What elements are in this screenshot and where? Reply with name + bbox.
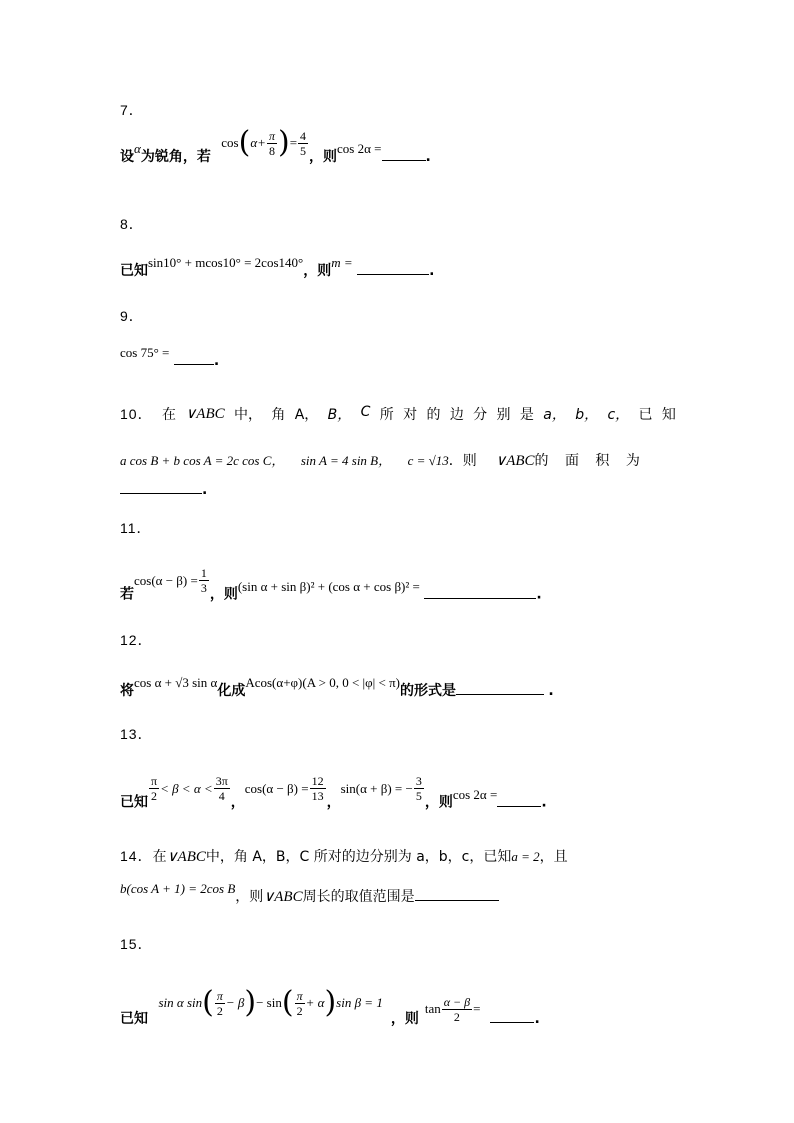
q15-tan: tan [424,1001,441,1016]
q11-answer-blank[interactable] [424,584,536,599]
q10-w2: 中， [233,407,262,423]
q15-then: ，则 [390,1011,419,1027]
q10-w13: 是 [519,407,534,423]
q15-minus-sin: − sin [256,995,282,1010]
q11-then: ，则 [209,586,238,603]
q13-comma2: ， [326,794,341,811]
q13-ineq: < β < α < [160,780,213,796]
q15-minus-beta: − β [225,995,245,1010]
q7-lparen: ( [238,125,251,160]
q12-expr: cos α + √3 sin α [134,675,218,690]
question-12-number: 12． [120,632,153,648]
q12-answer-blank[interactable] [456,680,544,695]
question-7 [120,125,431,172]
q10-w7: 所 [379,407,394,423]
q8-then: ，则 [303,263,332,279]
q15-pre: 已知 [120,1011,148,1027]
q15-rp1: ) [244,985,257,1020]
q10-num: 10． [120,406,153,422]
q10-w4: A， [294,407,319,423]
q13-target: cos 2α = [452,786,498,802]
q15-end: . [534,1011,540,1027]
q10-w6: C [360,404,371,420]
q7-answer-blank[interactable] [382,146,426,161]
q10-end: . [202,482,208,498]
q10-tri: ∨ABC [185,406,225,422]
q10-eq1: a cos B + b cos A = 2c cos C， [120,453,285,468]
q14-answer-blank[interactable] [415,890,499,901]
q10-w12: 别 [496,407,511,423]
question-10-line-2 [120,450,646,470]
q15-frac-pi2-a: $\frac{\pi}{2}$ [216,988,223,1018]
q10-w11: 分 [473,407,488,423]
question-14-line-2 [120,881,499,906]
q10-w15: b， [575,407,599,423]
q14-aeq: a = 2 [511,849,540,864]
q10-tri2: ∨ABC [495,453,535,469]
q10-w14: a， [543,407,566,423]
q10-w10: 边 [449,407,464,423]
q15-lp1: ( [202,985,214,1020]
q15-answer-blank[interactable] [490,1008,534,1023]
q7-target: cos 2α = [337,141,382,156]
q8-pre: 已知 [120,263,148,279]
q10-w9: 的 [426,407,441,423]
q10-w5: B， [327,407,352,423]
question-9 [120,345,220,369]
question-8 [120,255,435,280]
q10-then: ．则 [448,453,477,469]
q15-plus-alpha: + α [305,995,325,1010]
question-12 [120,675,554,700]
q10-w8: 对 [403,407,418,423]
q13-pre: 已知 [120,794,148,811]
q7-end: . [425,149,431,165]
q10-w16: c， [607,407,630,423]
q13-frac-pi2: $\frac{\pi}{2}$ [151,774,158,803]
question-11-number: 11． [120,520,152,536]
q11-expr: cos(α − β) = [134,572,198,588]
q8-expr: sin10° + mcos10° = 2cos140° [148,255,304,270]
q15-sinsin: sin α sin [158,995,203,1010]
q13-then: ，则 [424,794,453,811]
question-15 [120,985,540,1034]
q13-sin: sin(α + β) = − [340,780,413,796]
q7-eq: = [289,135,298,150]
q10-w0: 在 [161,407,176,423]
question-11 [120,566,542,609]
q8-answer-blank[interactable] [357,260,429,275]
q15-sinbeta: sin β = 1 [336,995,383,1010]
q7-inner: α+ [250,135,266,150]
question-9-number: 9． [120,308,144,324]
q11-target: (sin α + sin β)² + (cos α + cos β)² = [237,578,420,594]
q11-frac: $\frac{1}{3}$ [200,566,207,595]
q14-tri: ∨ABC [166,849,206,865]
q7-rparen: ) [277,125,290,160]
q13-answer-blank[interactable] [497,792,541,807]
q8-end: . [429,263,435,279]
question-7-number: 7． [120,102,144,118]
q13-frac-3pi4: $\frac{3\pi}{4}$ [215,774,228,803]
q15-lp2: ( [281,985,294,1020]
question-10-line-3 [120,482,207,498]
q14-expr: b(cos A + 1) = 2cos B [120,881,236,896]
q10-w18: 知 [661,407,676,423]
q7-pre: 设 [120,149,134,165]
q11-pre: 若 [120,586,134,603]
q13-frac-35: $\frac{3}{5}$ [415,774,422,803]
q13-frac-1213: $\frac{12}{13}$ [311,774,324,803]
q7-mid: 为锐角，若 [140,149,211,165]
q12-form: Acos(α+φ)(A > 0, 0 < |φ| < π) [245,675,400,690]
q7-alpha: α [134,141,141,156]
q12-post: 的形式是 [399,683,456,699]
q11-end: . [536,586,542,603]
q14-tri2: ∨ABC [263,889,303,905]
question-13 [120,774,547,817]
q10-w3: 角 [271,407,286,423]
question-14-line-1 [120,846,568,866]
q13-end: . [541,794,547,811]
q10-w17: 已 [638,407,653,423]
q14-pre: 在 [152,849,167,865]
q14-num: 14． [120,848,153,864]
q10-eq2: sin A = 4 sin B， [300,453,392,468]
q12-end: . [548,683,554,699]
q15-frac-ab2: $\frac{\alpha - \beta}{2}$ [443,994,471,1024]
q13-comma: ， [230,794,245,811]
q9-expr: cos 75° = [120,345,170,360]
q10-area: 的 面 积 为 [534,453,646,469]
q9-answer-blank[interactable] [174,350,214,365]
q15-frac-pi2-b: $\frac{\pi}{2}$ [296,988,303,1018]
q13-cos: cos(α − β) = [244,780,309,796]
q8-target: m = [331,255,353,270]
q15-rp2: ) [324,985,337,1020]
q10-answer-blank[interactable] [120,483,202,494]
q12-mid: 化成 [217,683,246,699]
q7-frac-pi8: $\frac{\pi}{8}$ [268,128,275,158]
q15-eq: = [473,1001,481,1016]
q10-eq3: c = √13 [407,453,449,468]
q14-mid: 中，角 A，B，C 所对的边分别为 a，b，c，已知 [205,849,512,865]
question-10-line-1 [120,404,676,424]
q14-end1: ，且 [539,849,568,865]
q14-post: 周长的取值范围是 [302,889,415,905]
q9-end: . [213,353,220,369]
question-15-number: 15． [120,936,153,952]
q12-pre: 将 [120,683,134,699]
question-13-number: 13． [120,726,153,742]
q14-then: ，则 [235,889,264,905]
q7-cos: cos [221,135,239,150]
question-8-number: 8． [120,216,144,232]
q7-frac-45: $\frac{4}{5}$ [300,128,307,158]
q7-then: ，则 [309,149,338,165]
